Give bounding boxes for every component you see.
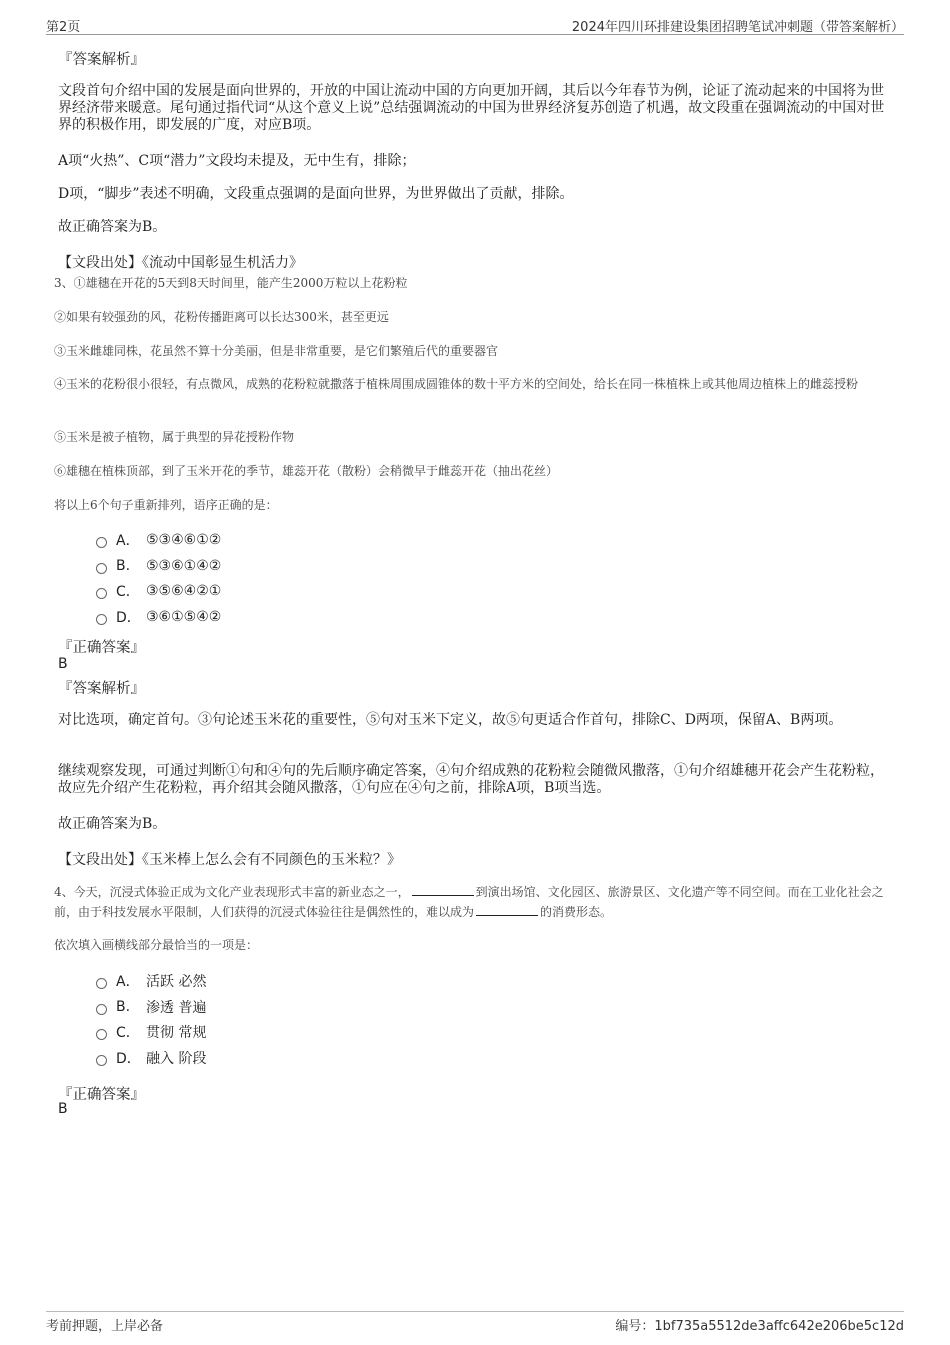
analysis-tag: 『答案解析』	[58, 52, 145, 68]
question-sentence: 3、①雄穗在开花的5天到8天时间里，能产生2000万粒以上花粉粒	[54, 276, 408, 290]
page-footer	[46, 1311, 904, 1336]
option-b[interactable]	[96, 555, 221, 577]
document-id: 编号：1bf735a5512de3affc642e206be5c12d	[615, 1319, 904, 1334]
analysis-tag: 『答案解析』	[58, 681, 145, 697]
radio-icon[interactable]	[96, 563, 107, 574]
radio-icon[interactable]	[96, 588, 107, 599]
analysis-conclusion: 故正确答案为B。	[58, 219, 167, 235]
radio-icon[interactable]	[96, 978, 107, 989]
correct-answer: B	[58, 1101, 68, 1117]
analysis-paragraph: D项，“脚步”表述不明确，文段重点强调的是面向世界，为世界做出了贡献，排除。	[58, 186, 574, 202]
option-text: 融入 阶段	[146, 1051, 207, 1067]
answer-tag: 『正确答案』	[58, 640, 145, 656]
option-text: 贯彻 常规	[146, 1025, 207, 1041]
option-letter: B.	[116, 999, 131, 1015]
radio-icon[interactable]	[96, 1055, 107, 1066]
analysis-conclusion: 故正确答案为B。	[58, 816, 167, 832]
analysis-paragraph: A项“火热”、C项“潜力”文段均未提及，无中生有，排除；	[58, 153, 416, 169]
option-c[interactable]	[96, 580, 221, 602]
radio-icon[interactable]	[96, 1029, 107, 1040]
question-sentence: ③玉米雌雄同株，花虽然不算十分美丽，但是非常重要，是它们繁殖后代的重要器官	[54, 344, 499, 358]
analysis-paragraph: 继续观察发现，可通过判断①句和④句的先后顺序确定答案，④句介绍成熟的花粉粒会随微风撒落，①句介绍雄穗开花会产生花粉粒，故应先介绍产生花粉粒，再介绍其会随风撒落，①句应在④句之前，排除A项，B项当选。	[58, 763, 884, 796]
option-text: 渗透 普遍	[146, 1000, 207, 1016]
question-text: 到演出场馆、文化园区、旅游景区、文化遗产等不同空间。而在工业化社会之前，由于科技发展水平限制，人们获得的沉浸式体验往往是偶然性的，难以成为	[54, 885, 884, 919]
option-a[interactable]	[96, 970, 206, 992]
analysis-paragraph: 文段首句介绍中国的发展是面向世界的，开放的中国让流动中国的方向更加开阔，其后以今年春节为例，论证了流动起来的中国将为世界经济带来暖意。尾句通过指代词“从这个意义上说”总结强调流动的中国为世界经济复苏创造了机遇，故文段重在强调流动的中国对世界的积极作用，即发展的广度，对应B项。	[58, 83, 885, 133]
radio-icon[interactable]	[96, 1004, 107, 1015]
option-b[interactable]	[96, 996, 206, 1018]
question-sentence: ④玉米的花粉很小很轻，有点微风，成熟的花粉粒就撒落于植株周围成圆锥体的数十平方米的空间处，给长在同一株植株上或其他周边植株上的雌蕊授粉	[54, 377, 859, 391]
document-title: 2024年四川环排建设集团招聘笔试冲刺题（带答案解析）	[571, 20, 904, 35]
analysis-paragraph: 对比选项，确定首句。③句论述玉米花的重要性，⑤句对玉米下定义，故⑤句更适合作首句，排除C、D两项，保留A、B两项。	[58, 712, 843, 728]
option-letter: D．	[116, 610, 141, 626]
question-sentence: ⑤玉米是被子植物，属于典型的异花授粉作物	[54, 430, 295, 444]
footer-slogan: 考前押题，上岸必备	[46, 1319, 164, 1334]
option-text: 活跃 必然	[146, 974, 207, 990]
option-c[interactable]	[96, 1021, 206, 1043]
option-d[interactable]	[96, 606, 221, 628]
correct-answer: B	[58, 656, 68, 672]
question-prompt: 依次填入画横线部分最恰当的一项是：	[54, 938, 259, 952]
source-citation: 【文段出处】《玉米棒上怎么会有不同颜色的玉米粒？》	[58, 852, 401, 868]
question-prompt: 将以上6个句子重新排列，语序正确的是：	[54, 498, 278, 512]
page-header	[46, 14, 904, 35]
fill-blank	[412, 883, 474, 896]
option-a[interactable]	[96, 529, 221, 551]
question-sentence: ②如果有较强劲的风，花粉传播距离可以长达300米，甚至更远	[54, 310, 389, 324]
option-d[interactable]	[96, 1047, 206, 1069]
source-citation: 【文段出处】《流动中国彰显生机活力》	[58, 255, 303, 271]
radio-icon[interactable]	[96, 537, 107, 548]
radio-icon[interactable]	[96, 614, 107, 625]
option-text: ③⑤⑥④②①	[146, 583, 222, 599]
question-sentence: ⑥雄穗在植株顶部，到了玉米开花的季节，雄蕊开花（散粉）会稍微早于雌蕊开花（抽出花丝）	[54, 464, 559, 478]
option-letter: D．	[116, 1051, 141, 1067]
option-text: ⑤③⑥①④②	[146, 558, 222, 574]
page-number: 第2页	[46, 20, 81, 35]
option-letter: C．	[116, 584, 140, 600]
question-text: 的消费形态。	[540, 905, 613, 919]
answer-tag: 『正确答案』	[58, 1087, 145, 1103]
option-text: ③⑥①⑤④②	[146, 609, 222, 625]
option-letter: B.	[116, 558, 131, 574]
option-letter: A．	[116, 974, 140, 990]
option-letter: A．	[116, 533, 140, 549]
question-text: 4、今天，沉浸式体验正成为文化产业表现形式丰富的新业态之一，	[54, 885, 410, 899]
option-text: ⑤③④⑥①②	[146, 532, 222, 548]
option-letter: C．	[116, 1025, 140, 1041]
question-stem	[54, 882, 899, 922]
fill-blank	[476, 903, 538, 916]
